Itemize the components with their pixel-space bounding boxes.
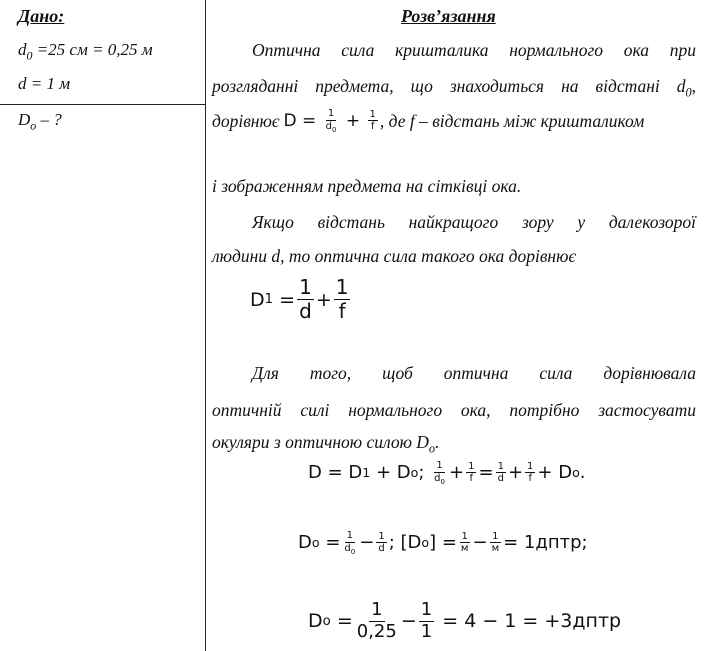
para1-line4: і зображенням предмета на сітківці ока. [212,176,522,196]
para1-line2: розгляданні предмета, що знаходиться на відстані $d_0$, [212,76,696,100]
para1-line1: Оптична сила кришталика нормального ока при [252,40,696,60]
solution-heading: Розв’язання [401,6,496,26]
para3-line1: Для того, щоб оптична сила дорівнювала [252,363,696,383]
para3-line2: оптичній силі нормального ока, потрібно застосувати [212,400,696,420]
formula-answer: D o = $\frac{1}{0,25}$ − $\frac{1}{1}$ = 4 − 1 = +3дптр [308,599,622,642]
para1-line3-pre: дорівнює [212,110,280,131]
para2-line1: Якщо відстань найкращого зору у далекозорої [252,212,696,232]
answer-value: = 4 − 1 = +3дптр [442,610,622,633]
given-find: $D_о$ – ? [18,110,62,133]
unit-diopter: 1дптр; [523,532,588,554]
given-heading: Дано: [18,6,65,26]
unit-m-1: м [460,543,469,555]
formula-balance: D = D 1 + D o ; $\frac{1}{d_0}$ + $\frac{1}{f}$ = $\frac{1}{d}$ + $\frac{1}{f}$ + D o . [308,460,586,486]
given-d: d = 1 м [18,74,71,93]
formula-texts [0,0,1,1]
formula-text-1 [0,0,1,1]
para1-line3-post: , де f – відстань між кришталиком [379,110,645,131]
column-divider [205,0,206,651]
para1-line3 [212,108,696,134]
formula-D: D = $\frac{1}{d_0}$ + $\frac{1}{f}$ [283,108,376,134]
formula-D1: D 1 = $\frac{1}{d}$ + $\frac{1}{f}$ [250,275,349,323]
para3-line3: окуляри з оптичною силою $D_о$. [212,432,440,456]
unit-m-2: м [491,543,500,555]
formula-Do-units: D o = $\frac{1}{d_0}$ − $\frac{1}{d}$ ; [D o ] = $\frac{1}{м}$ − $\frac{1}{м}$ = 1дптр; [298,530,588,556]
given-d0: $d_0 =25$ см = 0,25 м [18,40,153,63]
para2-line2: людини d, то оптична сила такого ока дорівнює [212,246,577,266]
given-divider [0,104,205,105]
